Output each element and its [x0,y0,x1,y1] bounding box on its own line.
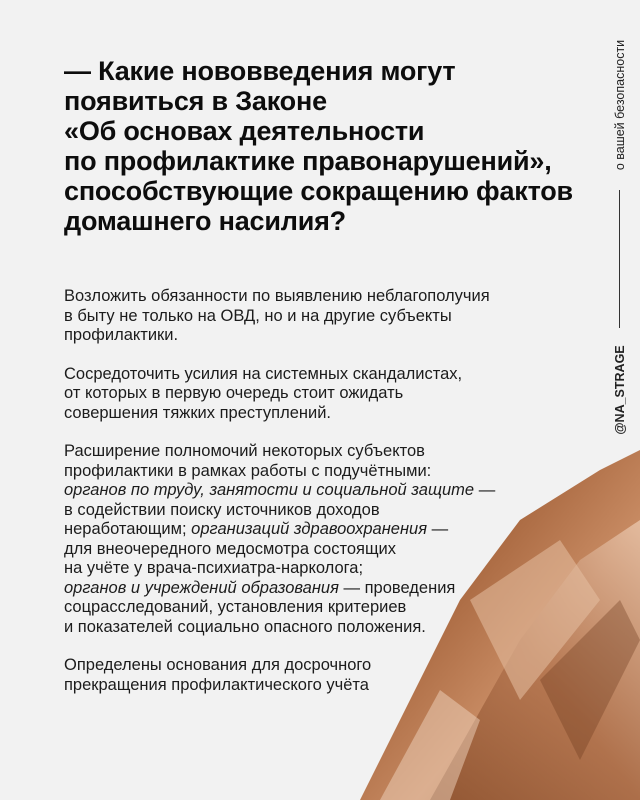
paragraph-scandalists [64,365,534,424]
heading-block [64,56,574,236]
dash: — [427,520,449,538]
heading-line: способствующие сокращению фактов [64,176,573,206]
question-heading [64,56,574,236]
heading-line: «Об основах деятельности [64,116,425,146]
text-line: Определены основания для досрочного [64,656,372,674]
text-line: профилактики в рамках работы с подучётными: [64,461,432,480]
text-line: Возложить обязанности по выявлению неблагополучия [64,287,490,305]
text-line: Расширение полномочий некоторых субъектов [64,442,425,460]
text-line: в содействии поиску источников доходов [64,500,380,519]
heading-line: домашнего насилия? [64,206,346,236]
paragraph-duties [64,287,534,346]
text-line: для внеочередного медосмотра состоящих [64,539,396,558]
side-tagline: о вашей безопасности [613,39,627,171]
text-line: Сосредоточить усилия на системных скандалистах, [64,364,463,383]
text-line [64,520,534,540]
text-line: на учёте у врача-психиатра-нарколога; [64,559,364,577]
text-fragment: неработающим; [64,520,192,538]
italic-subject: органов и учреждений образования [64,578,339,597]
paragraph-powers [64,442,534,637]
text-line [64,481,534,501]
text-line: в быту не только на ОВД, но и на другие субъекты [64,306,452,325]
heading-line: появиться в Законе [64,86,327,116]
heading-line: по профилактике правонарушений», [64,146,552,176]
italic-subject: органов по труду, занятости и социальной защите [64,481,475,499]
answer-body [64,287,534,714]
side-rail [608,0,632,800]
text-line: совершения тяжких преступлений. [64,403,332,422]
text-line [64,579,534,599]
dash: — [474,481,496,499]
side-handle: @NA_STRAGE [613,345,627,435]
text-line: соцрасследований, установления критериев [64,598,407,616]
text-line: профилактики. [64,326,179,344]
heading-line: — Какие нововведения могут [64,56,456,86]
side-divider [619,190,620,328]
italic-subject: организаций здравоохранения [191,520,428,538]
text-line: прекращения профилактического учёта [64,675,369,694]
text-fragment: — проведения [338,578,456,597]
text-line: от которых в первую очередь стоит ожидать [64,384,404,402]
paragraph-termination [64,656,534,695]
text-line: и показателей социально опасного положения. [64,617,426,636]
